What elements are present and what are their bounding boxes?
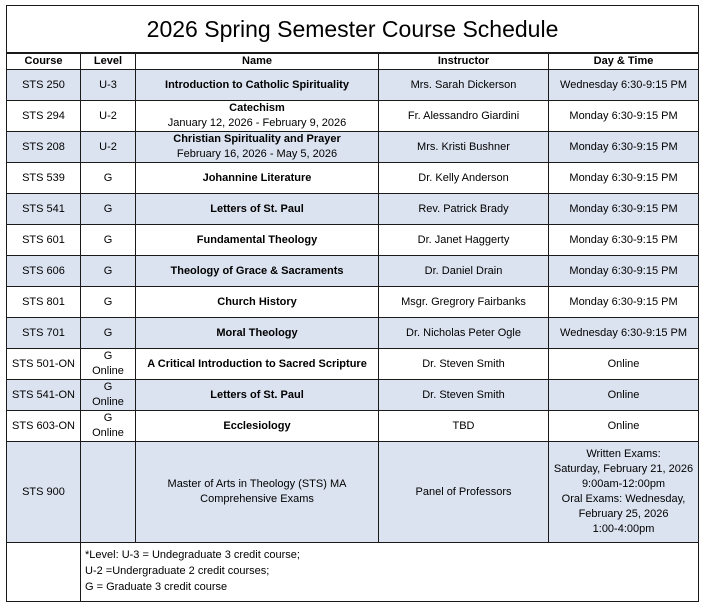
exam-level-cell[interactable] xyxy=(81,442,136,543)
table-row xyxy=(7,70,699,101)
course-name-cell[interactable] xyxy=(136,256,379,287)
course-name: Letters of St. Paul xyxy=(210,388,304,401)
course-level: G xyxy=(103,295,113,308)
exam-time-line: 1:00-4:00pm xyxy=(592,523,655,535)
day-time-cell[interactable]: Wednesday 6:30-9:15 PM xyxy=(549,70,699,101)
course-level-cell[interactable] xyxy=(81,411,136,442)
instructor-cell[interactable]: Fr. Alessandro Giardini xyxy=(379,101,549,132)
header-day-time[interactable]: Day & Time xyxy=(549,53,699,70)
header-level[interactable]: Level xyxy=(81,53,136,70)
course-level-cell[interactable] xyxy=(81,287,136,318)
table-row xyxy=(7,287,699,318)
course-name-cell[interactable] xyxy=(136,70,379,101)
course-name-cell[interactable] xyxy=(136,194,379,225)
course-level: G xyxy=(103,233,113,246)
course-level: G xyxy=(103,171,113,184)
course-code-cell[interactable]: STS 801 xyxy=(7,287,81,318)
exam-time-cell[interactable] xyxy=(549,442,699,543)
course-name: A Critical Introduction to Sacred Scripture xyxy=(147,357,367,370)
footnote-line: U-2 =Undergraduate 2 credit courses; xyxy=(85,565,270,577)
course-name-cell[interactable] xyxy=(136,380,379,411)
course-level-cell[interactable] xyxy=(81,380,136,411)
instructor-cell[interactable]: Dr. Kelly Anderson xyxy=(379,163,549,194)
instructor-cell[interactable]: Dr. Steven Smith xyxy=(379,380,549,411)
course-level: G xyxy=(103,412,113,424)
course-name: Ecclesiology xyxy=(223,419,291,432)
course-code-cell[interactable]: STS 541-ON xyxy=(7,380,81,411)
table-row xyxy=(7,225,699,256)
exam-time-line: Saturday, February 21, 2026 xyxy=(553,463,694,475)
course-name: Theology of Grace & Sacraments xyxy=(170,264,344,277)
course-rows xyxy=(7,70,699,442)
day-time-cell[interactable]: Wednesday 6:30-9:15 PM xyxy=(549,318,699,349)
course-level-cell[interactable] xyxy=(81,163,136,194)
table-row xyxy=(7,380,699,411)
instructor-cell[interactable]: Mrs. Sarah Dickerson xyxy=(379,70,549,101)
course-level-cell[interactable] xyxy=(81,70,136,101)
table-row xyxy=(7,318,699,349)
footnote-blank-cell[interactable] xyxy=(7,543,81,602)
course-name: Church History xyxy=(217,295,297,308)
header-name[interactable]: Name xyxy=(136,53,379,70)
header-row xyxy=(7,53,699,70)
course-code-cell[interactable]: STS 541 xyxy=(7,194,81,225)
course-code-cell[interactable]: STS 601 xyxy=(7,225,81,256)
day-time-cell[interactable]: Monday 6:30-9:15 PM xyxy=(549,287,699,318)
course-code-cell[interactable]: STS 539 xyxy=(7,163,81,194)
table-row xyxy=(7,163,699,194)
page-title: 2026 Spring Semester Course Schedule xyxy=(7,6,699,54)
course-level: G xyxy=(103,350,113,362)
course-name: Catechism xyxy=(229,102,285,114)
exam-course-cell[interactable]: STS 900 xyxy=(7,442,81,543)
instructor-cell[interactable]: Dr. Janet Haggerty xyxy=(379,225,549,256)
course-name: Moral Theology xyxy=(216,326,298,339)
course-name: Christian Spirituality and Prayer xyxy=(173,133,341,145)
table-row xyxy=(7,194,699,225)
table-row xyxy=(7,349,699,380)
exam-name-line2: Comprehensive Exams xyxy=(200,493,314,505)
course-name: Johannine Literature xyxy=(202,171,312,184)
day-time-cell[interactable]: Monday 6:30-9:15 PM xyxy=(549,132,699,163)
course-name-cell[interactable] xyxy=(136,411,379,442)
course-code-cell[interactable]: STS 501-ON xyxy=(7,349,81,380)
exam-time-line: 9:00am-12:00pm xyxy=(581,478,666,490)
course-code-cell[interactable]: STS 208 xyxy=(7,132,81,163)
table-row xyxy=(7,256,699,287)
course-name-cell[interactable] xyxy=(136,225,379,256)
course-level-cell[interactable] xyxy=(81,349,136,380)
exam-time-line: Oral Exams: Wednesday, xyxy=(561,493,686,505)
day-time-cell[interactable]: Online xyxy=(549,349,699,380)
instructor-cell[interactable]: TBD xyxy=(379,411,549,442)
course-delivery: Online xyxy=(92,365,124,377)
level-footnote[interactable] xyxy=(81,543,699,602)
course-level: G xyxy=(103,202,113,215)
footnote-line: *Level: U-3 = Undegraduate 3 credit course; xyxy=(85,549,300,561)
course-name-cell[interactable] xyxy=(136,163,379,194)
course-level-cell[interactable] xyxy=(81,101,136,132)
course-level-cell[interactable] xyxy=(81,256,136,287)
course-level-cell[interactable] xyxy=(81,132,136,163)
course-level: U-2 xyxy=(99,109,117,122)
header-course[interactable]: Course xyxy=(7,53,81,70)
instructor-cell[interactable]: Mrs. Kristi Bushner xyxy=(379,132,549,163)
course-name-cell[interactable] xyxy=(136,318,379,349)
instructor-cell[interactable]: Dr. Daniel Drain xyxy=(379,256,549,287)
course-code-cell[interactable]: STS 294 xyxy=(7,101,81,132)
footnote-row xyxy=(7,543,699,602)
course-name-cell[interactable] xyxy=(136,132,379,163)
table-row xyxy=(7,101,699,132)
header-instructor[interactable]: Instructor xyxy=(379,53,549,70)
day-time-cell[interactable]: Online xyxy=(549,411,699,442)
footnote-line: G = Graduate 3 credit course xyxy=(85,581,228,593)
exam-row xyxy=(7,442,699,543)
exam-instructor-cell[interactable]: Panel of Professors xyxy=(379,442,549,543)
day-time-cell[interactable]: Online xyxy=(549,380,699,411)
course-level: U-3 xyxy=(99,78,117,91)
exam-name-cell[interactable] xyxy=(136,442,379,543)
course-delivery: Online xyxy=(92,396,124,408)
instructor-cell[interactable]: Msgr. Gregrory Fairbanks xyxy=(379,287,549,318)
instructor-cell[interactable]: Dr. Steven Smith xyxy=(379,349,549,380)
course-name-cell[interactable] xyxy=(136,101,379,132)
course-dates: February 16, 2026 - May 5, 2026 xyxy=(176,148,338,160)
day-time-cell[interactable]: Monday 6:30-9:15 PM xyxy=(549,256,699,287)
exam-time-line: Written Exams: xyxy=(586,448,661,460)
schedule-sheet xyxy=(6,5,698,602)
course-name: Fundamental Theology xyxy=(196,233,318,246)
course-delivery: Online xyxy=(92,427,124,439)
schedule-table xyxy=(6,5,699,602)
course-name-cell[interactable] xyxy=(136,349,379,380)
course-code-cell[interactable]: STS 606 xyxy=(7,256,81,287)
course-level-cell[interactable] xyxy=(81,225,136,256)
course-level: G xyxy=(103,326,113,339)
day-time-cell[interactable]: Monday 6:30-9:15 PM xyxy=(549,194,699,225)
course-level-cell[interactable] xyxy=(81,318,136,349)
course-level-cell[interactable] xyxy=(81,194,136,225)
course-code-cell[interactable]: STS 250 xyxy=(7,70,81,101)
course-level: G xyxy=(103,264,113,277)
day-time-cell[interactable]: Monday 6:30-9:15 PM xyxy=(549,225,699,256)
day-time-cell[interactable]: Monday 6:30-9:15 PM xyxy=(549,163,699,194)
course-name: Letters of St. Paul xyxy=(210,202,304,215)
table-row xyxy=(7,132,699,163)
course-name-cell[interactable] xyxy=(136,287,379,318)
course-level: U-2 xyxy=(99,140,117,153)
day-time-cell[interactable]: Monday 6:30-9:15 PM xyxy=(549,101,699,132)
course-dates: January 12, 2026 - February 9, 2026 xyxy=(167,117,347,129)
course-name: Introduction to Catholic Spirituality xyxy=(165,78,349,91)
exam-time-line: February 25, 2026 xyxy=(578,508,669,520)
table-row xyxy=(7,411,699,442)
instructor-cell[interactable]: Dr. Nicholas Peter Ogle xyxy=(379,318,549,349)
instructor-cell[interactable]: Rev. Patrick Brady xyxy=(379,194,549,225)
course-code-cell[interactable]: STS 701 xyxy=(7,318,81,349)
course-code-cell[interactable]: STS 603-ON xyxy=(7,411,81,442)
exam-name-line1: Master of Arts in Theology (STS) MA xyxy=(167,478,347,490)
course-level: G xyxy=(103,381,113,393)
